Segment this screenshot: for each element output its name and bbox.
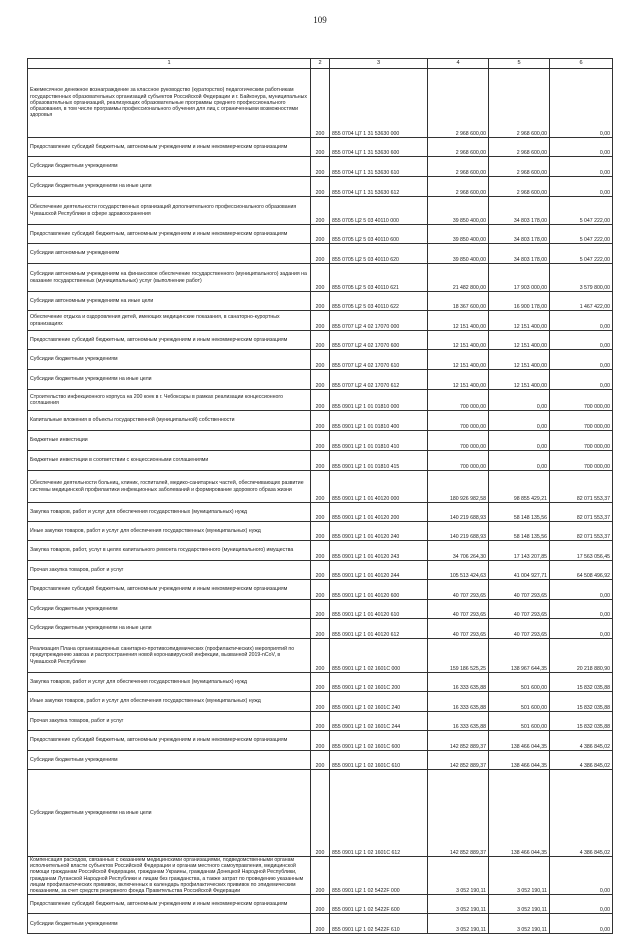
row-executed-amount: 0,00 bbox=[489, 411, 550, 431]
row-description: Субсидии бюджетным учреждениям bbox=[28, 600, 311, 619]
row-remaining-amount: 0,00 bbox=[550, 177, 613, 197]
table-row bbox=[28, 264, 613, 292]
row-executed-amount: 40 707 293,65 bbox=[489, 580, 550, 600]
row-executed-amount: 2 968 600,00 bbox=[489, 69, 550, 138]
row-description: Реализация Плана организационных санитарно-противоэпидемических (профилактических) мероприятий по предупреждению завоза и распространения новой коронавирусной инфекции, вызванной 2019-nCoV, в Чувашской Республике bbox=[28, 639, 311, 673]
row-line-code: 200 bbox=[311, 522, 330, 541]
row-executed-amount: 58 148 135,56 bbox=[489, 522, 550, 541]
row-budget-code: 855 0901 Ц2 1 01 40120 612 bbox=[330, 619, 428, 639]
row-approved-amount: 12 151 400,00 bbox=[428, 350, 489, 370]
row-approved-amount: 159 186 525,25 bbox=[428, 639, 489, 673]
row-description: Предоставление субсидий бюджетным, автономным учреждениям и иным некоммерческим организациям bbox=[28, 580, 311, 600]
row-description: Бюджетные инвестиции в соответствии с концессионными соглашениями bbox=[28, 451, 311, 471]
row-remaining-amount: 5 047 222,00 bbox=[550, 244, 613, 264]
row-remaining-amount: 15 832 035,88 bbox=[550, 712, 613, 731]
row-approved-amount: 40 707 293,65 bbox=[428, 580, 489, 600]
row-description: Субсидии автономным учреждениям bbox=[28, 244, 311, 264]
table-row bbox=[28, 177, 613, 197]
row-line-code: 200 bbox=[311, 138, 330, 157]
table-row bbox=[28, 857, 613, 895]
row-budget-code: 855 0901 Ц2 1 02 1601С 244 bbox=[330, 712, 428, 731]
table-row bbox=[28, 292, 613, 311]
row-approved-amount: 39 850 400,00 bbox=[428, 225, 489, 244]
row-description: Компенсация расходов, связанных с оказанием медицинскими организациями, подведомственными органам исполнительной власти субъектов Российской Федерации и органам местного самоуправления, медицинской помощи гражданам Российской Федерации, гражданам Украины, гражданам Донецкой Народной Республики, гражданам Луганской Народной Республики и лицам без гражданства, а также затрат по проведению указанным лицам профилактических прививок, включенных в календарь профилактических прививок по эпидемическим показаниям, за счет средств резервного фонда Правительства Российской Федерации bbox=[28, 857, 311, 895]
row-executed-amount: 40 707 293,65 bbox=[489, 600, 550, 619]
row-line-code: 200 bbox=[311, 331, 330, 350]
row-budget-code: 855 0705 Ц2 5 03 40110 000 bbox=[330, 197, 428, 225]
table-row bbox=[28, 390, 613, 411]
row-line-code: 200 bbox=[311, 692, 330, 712]
row-approved-amount: 142 852 889,37 bbox=[428, 731, 489, 751]
row-description: Предоставление субсидий бюджетным, автономным учреждениям и иным некоммерческим организациям bbox=[28, 731, 311, 751]
row-executed-amount: 34 803 178,00 bbox=[489, 244, 550, 264]
column-header: 2 bbox=[311, 59, 330, 69]
row-remaining-amount: 0,00 bbox=[550, 619, 613, 639]
row-description: Субсидии бюджетным учреждениям bbox=[28, 914, 311, 934]
table-row bbox=[28, 69, 613, 138]
row-executed-amount: 501 600,00 bbox=[489, 673, 550, 692]
row-approved-amount: 142 852 889,37 bbox=[428, 751, 489, 770]
row-executed-amount: 0,00 bbox=[489, 390, 550, 411]
row-line-code: 200 bbox=[311, 639, 330, 673]
row-remaining-amount: 0,00 bbox=[550, 331, 613, 350]
row-remaining-amount: 0,00 bbox=[550, 857, 613, 895]
row-approved-amount: 40 707 293,65 bbox=[428, 619, 489, 639]
table-row bbox=[28, 541, 613, 561]
row-budget-code: 855 0705 Ц2 5 03 40110 600 bbox=[330, 225, 428, 244]
row-line-code: 200 bbox=[311, 895, 330, 914]
row-budget-code: 855 0901 Ц2 1 01 01810 415 bbox=[330, 451, 428, 471]
table-row bbox=[28, 561, 613, 580]
row-line-code: 200 bbox=[311, 350, 330, 370]
row-line-code: 200 bbox=[311, 471, 330, 503]
row-remaining-amount: 17 563 056,45 bbox=[550, 541, 613, 561]
row-budget-code: 855 0901 Ц2 1 01 40120 244 bbox=[330, 561, 428, 580]
row-budget-code: 855 0901 Ц2 1 01 40120 600 bbox=[330, 580, 428, 600]
row-budget-code: 855 0705 Ц2 5 03 40110 620 bbox=[330, 244, 428, 264]
row-budget-code: 855 0704 Ц7 1 31 53630 610 bbox=[330, 157, 428, 177]
row-approved-amount: 18 367 600,00 bbox=[428, 292, 489, 311]
row-description: Субсидии автономным учреждениям на финансовое обеспечение государственного (муниципального) задания на оказание государственных (муниципальных) услуг (выполнение работ) bbox=[28, 264, 311, 292]
table-row bbox=[28, 731, 613, 751]
header-row bbox=[28, 59, 613, 69]
row-description: Субсидии бюджетным учреждениям bbox=[28, 350, 311, 370]
row-budget-code: 855 0901 Ц2 1 02 5422F 000 bbox=[330, 857, 428, 895]
row-line-code: 200 bbox=[311, 197, 330, 225]
row-executed-amount: 12 151 400,00 bbox=[489, 370, 550, 390]
row-remaining-amount: 20 218 880,90 bbox=[550, 639, 613, 673]
row-line-code: 200 bbox=[311, 731, 330, 751]
row-executed-amount: 17 143 207,85 bbox=[489, 541, 550, 561]
row-line-code: 200 bbox=[311, 451, 330, 471]
row-line-code: 200 bbox=[311, 673, 330, 692]
row-remaining-amount: 0,00 bbox=[550, 580, 613, 600]
table-row bbox=[28, 639, 613, 673]
row-line-code: 200 bbox=[311, 712, 330, 731]
row-remaining-amount: 700 000,00 bbox=[550, 390, 613, 411]
row-budget-code: 855 0901 Ц2 1 02 1601С 612 bbox=[330, 770, 428, 857]
row-description: Обеспечение деятельности больниц, клиник, госпиталей, медико-санитарных частей, обеспечивающих развитие системы медицинской профилактики инфекционных заболеваний и формирование здорового образа жизни bbox=[28, 471, 311, 503]
column-header: 5 bbox=[489, 59, 550, 69]
row-line-code: 200 bbox=[311, 311, 330, 331]
row-line-code: 200 bbox=[311, 619, 330, 639]
row-executed-amount: 16 900 178,00 bbox=[489, 292, 550, 311]
row-line-code: 200 bbox=[311, 914, 330, 934]
row-executed-amount: 501 600,00 bbox=[489, 712, 550, 731]
row-budget-code: 855 0901 Ц2 1 01 01810 000 bbox=[330, 390, 428, 411]
table-row bbox=[28, 138, 613, 157]
row-executed-amount: 2 968 600,00 bbox=[489, 157, 550, 177]
row-executed-amount: 501 600,00 bbox=[489, 692, 550, 712]
row-line-code: 200 bbox=[311, 431, 330, 451]
row-line-code: 200 bbox=[311, 292, 330, 311]
row-line-code: 200 bbox=[311, 503, 330, 522]
table-row bbox=[28, 431, 613, 451]
row-approved-amount: 16 333 635,88 bbox=[428, 673, 489, 692]
row-budget-code: 855 0901 Ц2 1 01 01810 410 bbox=[330, 431, 428, 451]
row-description: Субсидии бюджетным учреждениям на иные цели bbox=[28, 370, 311, 390]
row-executed-amount: 138 466 044,35 bbox=[489, 770, 550, 857]
row-approved-amount: 2 968 600,00 bbox=[428, 69, 489, 138]
table-row bbox=[28, 331, 613, 350]
row-description: Иные закупки товаров, работ и услуг для обеспечения государственных (муниципальных) нужд bbox=[28, 522, 311, 541]
row-budget-code: 855 0901 Ц2 1 01 40120 200 bbox=[330, 503, 428, 522]
row-approved-amount: 700 000,00 bbox=[428, 411, 489, 431]
row-approved-amount: 105 513 424,63 bbox=[428, 561, 489, 580]
row-budget-code: 855 0704 Ц7 1 31 53630 612 bbox=[330, 177, 428, 197]
row-remaining-amount: 1 467 422,00 bbox=[550, 292, 613, 311]
table-row bbox=[28, 712, 613, 731]
row-budget-code: 855 0901 Ц2 1 02 1601С 200 bbox=[330, 673, 428, 692]
row-description: Прочая закупка товаров, работ и услуг bbox=[28, 561, 311, 580]
table-row bbox=[28, 503, 613, 522]
row-executed-amount: 2 968 600,00 bbox=[489, 177, 550, 197]
row-remaining-amount: 0,00 bbox=[550, 138, 613, 157]
row-remaining-amount: 0,00 bbox=[550, 157, 613, 177]
row-line-code: 200 bbox=[311, 264, 330, 292]
row-description: Прочая закупка товаров, работ и услуг bbox=[28, 712, 311, 731]
row-remaining-amount: 0,00 bbox=[550, 311, 613, 331]
row-executed-amount: 34 803 178,00 bbox=[489, 197, 550, 225]
row-line-code: 200 bbox=[311, 157, 330, 177]
budget-table bbox=[27, 58, 613, 934]
row-budget-code: 855 0901 Ц2 1 02 1601С 600 bbox=[330, 731, 428, 751]
row-remaining-amount: 82 071 553,37 bbox=[550, 503, 613, 522]
row-approved-amount: 142 852 889,37 bbox=[428, 770, 489, 857]
row-description: Предоставление субсидий бюджетным, автономным учреждениям и иным некоммерческим организациям bbox=[28, 138, 311, 157]
row-budget-code: 855 0901 Ц2 1 02 1601С 000 bbox=[330, 639, 428, 673]
row-line-code: 200 bbox=[311, 541, 330, 561]
table-row bbox=[28, 619, 613, 639]
row-approved-amount: 2 968 600,00 bbox=[428, 157, 489, 177]
row-executed-amount: 3 052 190,11 bbox=[489, 857, 550, 895]
row-budget-code: 855 0901 Ц2 1 02 5422F 600 bbox=[330, 895, 428, 914]
row-remaining-amount: 700 000,00 bbox=[550, 411, 613, 431]
row-description: Закупка товаров, работ и услуг для обеспечения государственных (муниципальных) нужд bbox=[28, 503, 311, 522]
row-executed-amount: 12 151 400,00 bbox=[489, 311, 550, 331]
row-budget-code: 855 0901 Ц2 1 01 40120 610 bbox=[330, 600, 428, 619]
row-executed-amount: 138 466 044,35 bbox=[489, 731, 550, 751]
row-budget-code: 855 0901 Ц2 1 02 1601С 240 bbox=[330, 692, 428, 712]
row-budget-code: 855 0707 Ц2 4 02 17070 600 bbox=[330, 331, 428, 350]
table-row bbox=[28, 914, 613, 934]
row-description: Капитальные вложения в объекты государственной (муниципальной) собственности bbox=[28, 411, 311, 431]
row-remaining-amount: 0,00 bbox=[550, 350, 613, 370]
table-row bbox=[28, 600, 613, 619]
row-remaining-amount: 0,00 bbox=[550, 69, 613, 138]
row-line-code: 200 bbox=[311, 225, 330, 244]
row-budget-code: 855 0901 Ц2 1 01 40120 000 bbox=[330, 471, 428, 503]
table-row bbox=[28, 311, 613, 331]
row-description: Строительство инфекционного корпуса на 200 коек в г. Чебоксары в рамках реализации концессионного соглашения bbox=[28, 390, 311, 411]
row-remaining-amount: 0,00 bbox=[550, 914, 613, 934]
row-budget-code: 855 0707 Ц2 4 02 17070 610 bbox=[330, 350, 428, 370]
row-approved-amount: 40 707 293,65 bbox=[428, 600, 489, 619]
row-executed-amount: 58 148 135,56 bbox=[489, 503, 550, 522]
row-budget-code: 855 0704 Ц7 1 31 53630 000 bbox=[330, 69, 428, 138]
row-budget-code: 855 0901 Ц2 1 01 40120 243 bbox=[330, 541, 428, 561]
table-row bbox=[28, 350, 613, 370]
row-executed-amount: 12 151 400,00 bbox=[489, 331, 550, 350]
row-approved-amount: 12 151 400,00 bbox=[428, 311, 489, 331]
row-budget-code: 855 0901 Ц2 1 02 1601С 610 bbox=[330, 751, 428, 770]
row-executed-amount: 40 707 293,65 bbox=[489, 619, 550, 639]
table-row bbox=[28, 370, 613, 390]
row-remaining-amount: 5 047 222,00 bbox=[550, 225, 613, 244]
table-row bbox=[28, 197, 613, 225]
row-description: Субсидии бюджетным учреждениям на иные цели bbox=[28, 177, 311, 197]
row-line-code: 200 bbox=[311, 751, 330, 770]
row-approved-amount: 12 151 400,00 bbox=[428, 370, 489, 390]
row-executed-amount: 0,00 bbox=[489, 451, 550, 471]
row-line-code: 200 bbox=[311, 411, 330, 431]
row-description: Предоставление субсидий бюджетным, автономным учреждениям и иным некоммерческим организациям bbox=[28, 331, 311, 350]
row-approved-amount: 3 052 190,11 bbox=[428, 914, 489, 934]
table-row bbox=[28, 895, 613, 914]
row-line-code: 200 bbox=[311, 857, 330, 895]
row-approved-amount: 39 850 400,00 bbox=[428, 244, 489, 264]
row-description: Обеспечение отдыха и оздоровления детей, имеющих медицинские показания, в санаторно-курортных организациях bbox=[28, 311, 311, 331]
row-remaining-amount: 15 832 035,88 bbox=[550, 692, 613, 712]
row-executed-amount: 138 967 644,35 bbox=[489, 639, 550, 673]
row-executed-amount: 0,00 bbox=[489, 431, 550, 451]
row-line-code: 200 bbox=[311, 600, 330, 619]
table-row bbox=[28, 580, 613, 600]
row-remaining-amount: 700 000,00 bbox=[550, 431, 613, 451]
row-line-code: 200 bbox=[311, 370, 330, 390]
row-executed-amount: 3 052 190,11 bbox=[489, 895, 550, 914]
table-row bbox=[28, 451, 613, 471]
table-row bbox=[28, 673, 613, 692]
table-row bbox=[28, 770, 613, 857]
row-executed-amount: 41 004 927,71 bbox=[489, 561, 550, 580]
row-description: Закупка товаров, работ, услуг в целях капитального ремонта государственного (муниципального) имущества bbox=[28, 541, 311, 561]
row-line-code: 200 bbox=[311, 770, 330, 857]
table-row bbox=[28, 522, 613, 541]
row-approved-amount: 16 333 635,88 bbox=[428, 692, 489, 712]
row-approved-amount: 2 968 600,00 bbox=[428, 177, 489, 197]
table-row bbox=[28, 411, 613, 431]
row-description: Субсидии бюджетным учреждениям на иные цели bbox=[28, 619, 311, 639]
row-remaining-amount: 0,00 bbox=[550, 600, 613, 619]
row-remaining-amount: 64 508 496,92 bbox=[550, 561, 613, 580]
row-line-code: 200 bbox=[311, 580, 330, 600]
row-line-code: 200 bbox=[311, 69, 330, 138]
row-remaining-amount: 5 047 222,00 bbox=[550, 197, 613, 225]
row-budget-code: 855 0707 Ц2 4 02 17070 612 bbox=[330, 370, 428, 390]
column-header: 6 bbox=[550, 59, 613, 69]
row-approved-amount: 3 052 190,11 bbox=[428, 857, 489, 895]
column-header: 4 bbox=[428, 59, 489, 69]
row-remaining-amount: 82 071 553,37 bbox=[550, 471, 613, 503]
row-description: Субсидии бюджетным учреждениям bbox=[28, 157, 311, 177]
row-budget-code: 855 0901 Ц2 1 01 01810 400 bbox=[330, 411, 428, 431]
row-executed-amount: 12 151 400,00 bbox=[489, 350, 550, 370]
row-approved-amount: 3 052 190,11 bbox=[428, 895, 489, 914]
row-description: Ежемесячное денежное вознаграждение за классное руководство (кураторство) педагогическим работникам государственных образовательных организаций субъектов Российской Федерации и г. Байконура, муниципальных образовательных организаций, реализующих образовательные программы среднего профессионального образования, в том числе программы профессионального обучения для лиц с ограниченными возможностями здоровья bbox=[28, 69, 311, 138]
row-approved-amount: 12 151 400,00 bbox=[428, 331, 489, 350]
row-description: Предоставление субсидий бюджетным, автономным учреждениям и иным некоммерческим организациям bbox=[28, 895, 311, 914]
row-executed-amount: 34 803 178,00 bbox=[489, 225, 550, 244]
row-approved-amount: 700 000,00 bbox=[428, 431, 489, 451]
table-body bbox=[28, 69, 613, 934]
row-budget-code: 855 0705 Ц2 5 03 40110 621 bbox=[330, 264, 428, 292]
row-line-code: 200 bbox=[311, 177, 330, 197]
row-approved-amount: 700 000,00 bbox=[428, 390, 489, 411]
table-row bbox=[28, 225, 613, 244]
table-row bbox=[28, 244, 613, 264]
row-remaining-amount: 15 832 035,88 bbox=[550, 673, 613, 692]
row-remaining-amount: 3 579 800,00 bbox=[550, 264, 613, 292]
row-remaining-amount: 82 071 553,37 bbox=[550, 522, 613, 541]
row-remaining-amount: 4 386 845,02 bbox=[550, 751, 613, 770]
row-executed-amount: 17 903 000,00 bbox=[489, 264, 550, 292]
row-budget-code: 855 0901 Ц2 1 01 40120 240 bbox=[330, 522, 428, 541]
row-approved-amount: 180 926 982,58 bbox=[428, 471, 489, 503]
row-executed-amount: 138 466 044,35 bbox=[489, 751, 550, 770]
row-description: Обеспечение деятельности государственных организаций дополнительного профессионального образования Чувашской Республики в сфере здравоохранения bbox=[28, 197, 311, 225]
row-remaining-amount: 4 386 845,02 bbox=[550, 731, 613, 751]
row-line-code: 200 bbox=[311, 561, 330, 580]
column-header: 3 bbox=[330, 59, 428, 69]
row-remaining-amount: 0,00 bbox=[550, 895, 613, 914]
row-description: Бюджетные инвестиции bbox=[28, 431, 311, 451]
row-approved-amount: 39 850 400,00 bbox=[428, 197, 489, 225]
column-header: 1 bbox=[28, 59, 311, 69]
row-line-code: 200 bbox=[311, 390, 330, 411]
row-approved-amount: 2 968 600,00 bbox=[428, 138, 489, 157]
row-budget-code: 855 0704 Ц7 1 31 53630 600 bbox=[330, 138, 428, 157]
row-approved-amount: 140 219 688,93 bbox=[428, 503, 489, 522]
row-description: Субсидии автономным учреждениям на иные цели bbox=[28, 292, 311, 311]
page-number: 109 bbox=[313, 15, 327, 25]
row-budget-code: 855 0705 Ц2 5 03 40110 622 bbox=[330, 292, 428, 311]
row-remaining-amount: 0,00 bbox=[550, 370, 613, 390]
row-description: Иные закупки товаров, работ и услуг для обеспечения государственных (муниципальных) нужд bbox=[28, 692, 311, 712]
row-remaining-amount: 4 386 845,02 bbox=[550, 770, 613, 857]
row-approved-amount: 16 333 635,88 bbox=[428, 712, 489, 731]
row-description: Субсидии бюджетным учреждениям на иные цели bbox=[28, 770, 311, 857]
row-executed-amount: 2 968 600,00 bbox=[489, 138, 550, 157]
row-approved-amount: 21 482 800,00 bbox=[428, 264, 489, 292]
row-description: Закупка товаров, работ и услуг для обеспечения государственных (муниципальных) нужд bbox=[28, 673, 311, 692]
row-approved-amount: 34 706 264,30 bbox=[428, 541, 489, 561]
table-row bbox=[28, 751, 613, 770]
row-description: Предоставление субсидий бюджетным, автономным учреждениям и иным некоммерческим организациям bbox=[28, 225, 311, 244]
row-approved-amount: 700 000,00 bbox=[428, 451, 489, 471]
row-line-code: 200 bbox=[311, 244, 330, 264]
row-executed-amount: 98 855 429,21 bbox=[489, 471, 550, 503]
table-row bbox=[28, 157, 613, 177]
row-budget-code: 855 0901 Ц2 1 02 5422F 610 bbox=[330, 914, 428, 934]
row-approved-amount: 140 219 688,93 bbox=[428, 522, 489, 541]
table-row bbox=[28, 471, 613, 503]
table-row bbox=[28, 692, 613, 712]
row-description: Субсидии бюджетным учреждениям bbox=[28, 751, 311, 770]
row-budget-code: 855 0707 Ц2 4 02 17070 000 bbox=[330, 311, 428, 331]
row-remaining-amount: 700 000,00 bbox=[550, 451, 613, 471]
row-executed-amount: 3 052 190,11 bbox=[489, 914, 550, 934]
